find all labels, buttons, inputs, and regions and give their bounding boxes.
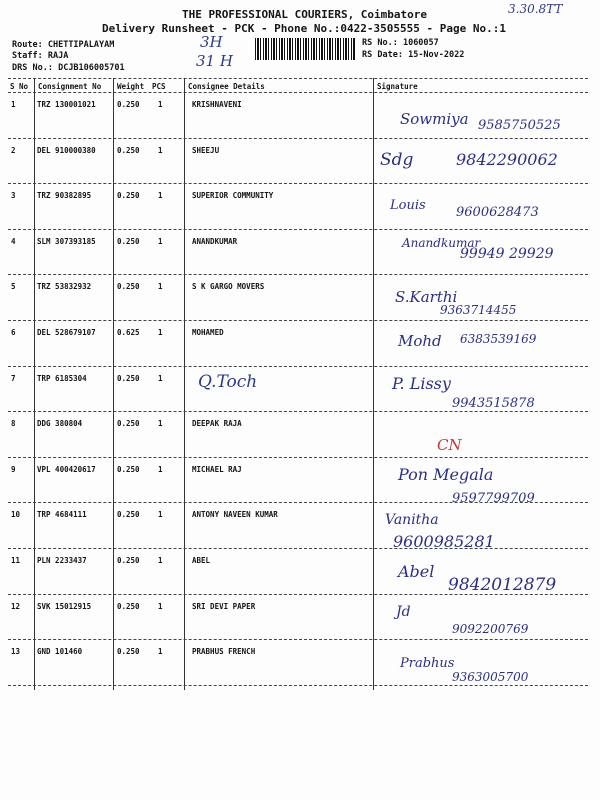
page-title: THE PROFESSIONAL COURIERS, Coimbatore — [182, 8, 428, 21]
row-signature-phone: 9363005700 — [452, 670, 529, 684]
row-consignee: SRI DEVI PAPER — [192, 601, 256, 611]
row-signature-phone: 9363714455 — [440, 303, 517, 317]
row-signature: Abel — [398, 562, 435, 581]
col-divider — [184, 78, 185, 690]
row-consignment: TRZ 130001021 — [37, 100, 96, 109]
row-signature-phone: 6383539169 — [460, 332, 537, 346]
row-pcs: 1 — [158, 282, 163, 292]
row-consignment: DEL 910000380 — [37, 145, 96, 155]
row-pcs: 1 — [158, 328, 163, 337]
row-sno: 11 — [11, 556, 21, 565]
row-divider — [8, 320, 588, 321]
row-divider — [8, 411, 588, 412]
row-consignee: SUPERIOR COMMUNITY — [192, 191, 274, 201]
rs-no-label: RS No.: — [362, 38, 398, 48]
row-signature: Mohd — [398, 332, 442, 350]
row-consignment: TRP 4684111 — [37, 510, 87, 520]
row-divider — [8, 183, 588, 184]
row-consignee: KRISHNAVENI — [192, 100, 242, 109]
row-signature: P. Lissy — [392, 374, 451, 393]
row-consignment: TRZ 53832932 — [37, 282, 92, 292]
row-signature: Anandkumar — [402, 236, 481, 250]
row-pcs: 1 — [158, 510, 163, 520]
row-signature-phone: 99949 29929 — [460, 246, 554, 262]
staff-value: RAJA — [47, 51, 69, 61]
row-consignee: S K GARGO MOVERS — [192, 282, 265, 292]
row-signature-phone: 9842012879 — [448, 575, 557, 595]
drs-value: DCJB106005701 — [58, 63, 125, 73]
row-consignee: ANTONY NAVEEN KUMAR — [192, 510, 278, 520]
route-field — [12, 40, 114, 50]
row-weight: 0.625 — [117, 328, 140, 337]
row-consignment: TRZ 90382895 — [37, 191, 92, 201]
handwritten-consignee-note: Q.Toch — [198, 372, 258, 392]
row-weight: 0.250 — [117, 145, 140, 155]
row-weight: 0.250 — [117, 282, 140, 292]
row-consignment: PLN 2233437 — [37, 556, 87, 565]
barcode — [255, 38, 355, 60]
row-pcs: 1 — [158, 191, 163, 201]
route-value: CHETTIPALAYAM — [47, 40, 115, 50]
row-consignment: GND 101460 — [37, 647, 83, 657]
row-weight: 0.250 — [117, 419, 140, 429]
row-signature-phone: 9943515878 — [452, 396, 535, 411]
col-weight: Weight — [117, 82, 145, 91]
row-divider — [8, 548, 588, 549]
row-divider — [8, 457, 588, 458]
row-sno: 5 — [11, 282, 16, 292]
row-weight: 0.250 — [117, 510, 140, 520]
row-signature: Jd — [396, 604, 411, 620]
handwritten-count-1: 3H — [200, 33, 223, 51]
table-top-rule — [8, 78, 588, 79]
row-signature-phone: 9842290062 — [456, 150, 558, 169]
row-sno: 4 — [11, 236, 16, 246]
row-weight: 0.250 — [117, 191, 140, 201]
row-consignment: SVK 15012915 — [37, 601, 92, 611]
row-sno: 8 — [11, 419, 16, 429]
row-divider — [8, 138, 588, 139]
row-divider — [8, 594, 588, 595]
row-weight: 0.250 — [117, 100, 140, 109]
row-consignment: DEL 528679107 — [37, 328, 96, 337]
handwritten-count-2: 31 H — [196, 52, 233, 70]
row-sno: 3 — [11, 191, 16, 201]
col-consignee: Consignee Details — [188, 82, 265, 91]
row-sno: 13 — [11, 647, 21, 657]
row-pcs: 1 — [158, 373, 163, 383]
table-head-rule — [8, 92, 588, 93]
handwritten-note: 3.30.8TT — [508, 2, 563, 16]
row-signature: S.Karthi — [395, 288, 458, 306]
col-signature: Signature — [377, 82, 418, 91]
row-signature-phone: 9600628473 — [456, 205, 539, 220]
staff-field — [12, 51, 68, 61]
drs-label: DRS No.: — [12, 63, 53, 73]
row-pcs: 1 — [158, 419, 163, 429]
row-pcs: 1 — [158, 100, 163, 109]
row-weight: 0.250 — [117, 373, 140, 383]
row-sno: 10 — [11, 510, 21, 520]
row-consignee: SHEEJU — [192, 145, 220, 155]
row-weight: 0.250 — [117, 556, 140, 565]
col-pcs: PCS — [152, 82, 166, 91]
row-pcs: 1 — [158, 647, 163, 657]
row-consignee: ABEL — [192, 556, 211, 565]
row-consignee: MICHAEL RAJ — [192, 464, 242, 474]
row-signature: CN — [437, 436, 462, 454]
row-signature: Sowmiya — [400, 110, 469, 128]
staff-label: Staff: — [12, 51, 43, 61]
row-pcs: 1 — [158, 236, 163, 246]
col-divider — [373, 78, 374, 690]
page-subtitle: Delivery Runsheet - PCK - Phone No.:0422-3505555 - Page No.:1 — [102, 22, 506, 35]
row-sno: 7 — [11, 373, 16, 383]
row-weight: 0.250 — [117, 647, 140, 657]
rs-date-field — [362, 50, 464, 60]
col-consignment: Consignment No — [38, 82, 102, 91]
row-signature-phone: 9585750525 — [478, 118, 561, 133]
row-consignment: SLM 307393185 — [37, 236, 96, 246]
row-sno: 1 — [11, 100, 16, 109]
row-signature-phone: 9600985281 — [393, 532, 495, 551]
row-signature: Prabhus — [400, 656, 455, 671]
route-label: Route: — [12, 40, 43, 50]
row-weight: 0.250 — [117, 236, 140, 246]
row-sno: 9 — [11, 464, 16, 474]
row-weight: 0.250 — [117, 601, 140, 611]
rs-no-value: 1060057 — [402, 38, 439, 48]
row-consignment: TRP 6185304 — [37, 373, 87, 383]
row-sno: 6 — [11, 328, 16, 337]
row-signature: Vanitha — [385, 512, 439, 528]
row-signature: Sdg — [380, 150, 414, 170]
row-divider — [8, 274, 588, 275]
row-sno: 2 — [11, 145, 16, 155]
row-consignee: PRABHUS FRENCH — [192, 647, 256, 657]
row-pcs: 1 — [158, 145, 163, 155]
row-divider — [8, 685, 588, 686]
row-pcs: 1 — [158, 556, 163, 565]
col-divider — [34, 78, 35, 690]
row-weight: 0.250 — [117, 464, 140, 474]
drs-field — [12, 63, 125, 73]
row-divider — [8, 502, 588, 503]
row-consignee: DEEPAK RAJA — [192, 419, 242, 429]
col-divider — [113, 78, 114, 690]
row-signature-phone: 9597799709 — [452, 491, 535, 506]
row-consignment: DDG 380804 — [37, 419, 83, 429]
row-divider — [8, 639, 588, 640]
row-pcs: 1 — [158, 601, 163, 611]
col-sno: S No — [10, 82, 29, 91]
row-divider — [8, 366, 588, 367]
rs-date-value: 15-Nov-2022 — [408, 50, 465, 60]
rs-date-label: RS Date: — [362, 50, 403, 60]
row-consignment: VPL 400420617 — [37, 464, 96, 474]
row-signature: Pon Megala — [398, 465, 494, 484]
row-pcs: 1 — [158, 464, 163, 474]
row-consignee: MOHAMED — [192, 328, 224, 337]
row-signature-phone: 9092200769 — [452, 622, 529, 636]
row-sno: 12 — [11, 601, 21, 611]
rs-no-field — [362, 38, 439, 48]
row-signature: Louis — [390, 198, 426, 213]
row-consignee: ANANDKUMAR — [192, 236, 238, 246]
row-divider — [8, 229, 588, 230]
